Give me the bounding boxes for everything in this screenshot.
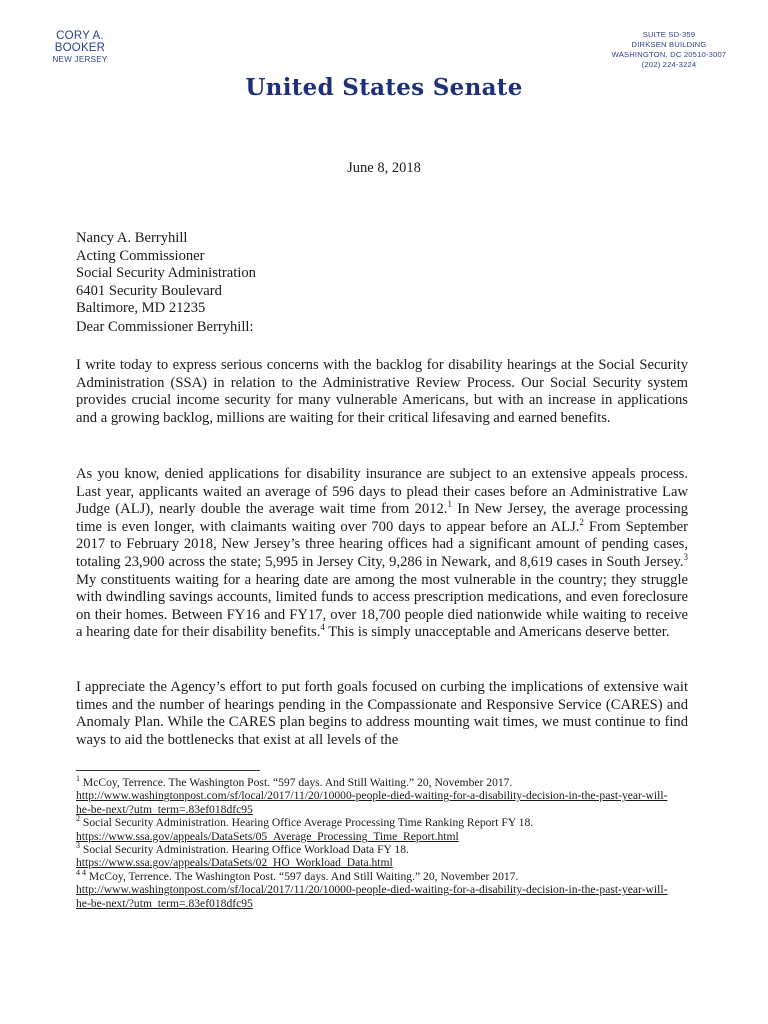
footnote-text: McCoy, Terrence. The Washington Post. “597 days. And Still Waiting.” 20, November 2017. <box>86 869 519 883</box>
footnote-link[interactable]: https://www.ssa.gov/appeals/DataSets/02_HO_Workload_Data.html <box>76 856 393 870</box>
sender-name: CORY A. BOOKER <box>54 30 106 54</box>
address-line: (202) 224-3224 <box>641 60 697 69</box>
footnote-text: Social Security Administration. Hearing Office Average Processing Time Ranking Report FY 18. <box>80 816 534 830</box>
footnote-number: 1 <box>76 774 80 784</box>
footnote-ref-3: 3 <box>683 552 688 563</box>
paragraph-text: This is simply unacceptable and Americans deserve better. <box>324 624 670 641</box>
address-line: SUITE SD-359 <box>642 30 696 39</box>
footnote-3 <box>76 843 676 870</box>
paragraph-text: My constituents waiting for a hearing date are among the most vulnerable in the country; they struggle with dwindling savings accounts, limited funds to access prescription medications, and even foreclosure on their homes. Between FY16 and FY17, over 18,700 people died nationwide while waiting to receive a hearing date for their disability benefits. <box>76 571 688 641</box>
footnote-ref-2: 2 <box>579 516 584 527</box>
address-line: WASHINGTON, DC 20510-3007 <box>611 50 727 59</box>
letterhead-title: United States Senate <box>245 74 523 101</box>
recipient-city: Baltimore, MD 21235 <box>76 300 206 317</box>
salutation: Dear Commissioner Berryhill: <box>76 319 254 335</box>
paragraph-text: From September 2017 to February 2018, New Jersey’s three hearing offices had a significant amount of pending cases, totaling 23,900 across the state; 5,995 in Jersey City, 9,286 in Newark, and 8,619 cases in South Jersey. <box>76 518 688 570</box>
footnote-number: 3 <box>76 841 80 851</box>
paragraph-3: I appreciate the Agency’s effort to put forth goals focused on curbing the implications of extensive wait times and the number of hearings pending in the Compassionate and Responsive Service (CARES) and Anomaly Plan. While the CARES plan begins to address mounting wait times, we must continue to find ways to aid the bottlenecks that exist at all levels of the <box>76 679 688 748</box>
footnote-ref-4: 4 <box>320 622 325 633</box>
paragraph-text: As you know, denied applications for disability insurance are subject to an extensive appeals process. Last year, applicants waited an average of 596 days to plead their cases before an Administrative Law Judge (ALJ), nearly double the average wait time from 2012. <box>76 466 688 518</box>
footnote-text: McCoy, Terrence. The Washington Post. “597 days. And Still Waiting.” 20, November 2017. <box>80 776 513 789</box>
footnote-link[interactable]: http://www.washingtonpost.com/sf/local/2017/11/20/10000-people-died-waiting-for-a-disability-decision-in-the-past-year-will-he-be-next/?utm_term=.83ef018dfc95 <box>76 789 668 816</box>
recipient-name: Nancy A. Berryhill <box>76 230 188 246</box>
footnote-1 <box>76 776 676 816</box>
footnote-number: 4 4 <box>76 867 86 877</box>
footnote-link[interactable]: https://www.ssa.gov/appeals/DataSets/05_Average_Processing_Time_Report.html <box>76 829 459 843</box>
footnote-link[interactable]: http://www.washingtonpost.com/sf/local/2017/11/20/10000-people-died-waiting-for-a-disability-decision-in-the-past-year-will-he-be-next/?utm_term=.83ef018dfc95 <box>76 883 668 910</box>
footnote-number: 2 <box>76 814 80 824</box>
paragraph-text: In New Jersey, the average processing time is even longer, with claimants waiting over 700 days to appear before an ALJ. <box>76 501 688 535</box>
recipient-block <box>76 230 688 318</box>
footnote-ref-1: 1 <box>447 499 452 510</box>
paragraph-2 <box>76 466 688 642</box>
footnotes <box>76 776 676 910</box>
address-line: DIRKSEN BUILDING <box>631 40 707 49</box>
recipient-street: 6401 Security Boulevard <box>76 282 222 299</box>
sender-state: NEW JERSEY <box>52 55 108 64</box>
recipient-organization: Social Security Administration <box>76 265 256 282</box>
paragraph-1: I write today to express serious concerns with the backlog for disability hearings at the Social Security Administration (SSA) in relation to the Administrative Review Process. Our Social Security system provides crucial income security for many vulnerable Americans, but with an increase in applications and a growing backlog, millions are waiting for their critical lifesaving and earned benefits. <box>76 357 688 426</box>
office-address <box>604 30 734 70</box>
recipient-title: Acting Commissioner <box>76 247 205 264</box>
footnote-text: Social Security Administration. Hearing Office Workload Data FY 18. <box>80 843 409 857</box>
footnote-4 <box>76 867 676 910</box>
footnote-divider <box>76 770 260 771</box>
letter-date: June 8, 2018 <box>347 160 421 176</box>
footnote-2 <box>76 816 676 843</box>
sender-block <box>30 30 130 64</box>
